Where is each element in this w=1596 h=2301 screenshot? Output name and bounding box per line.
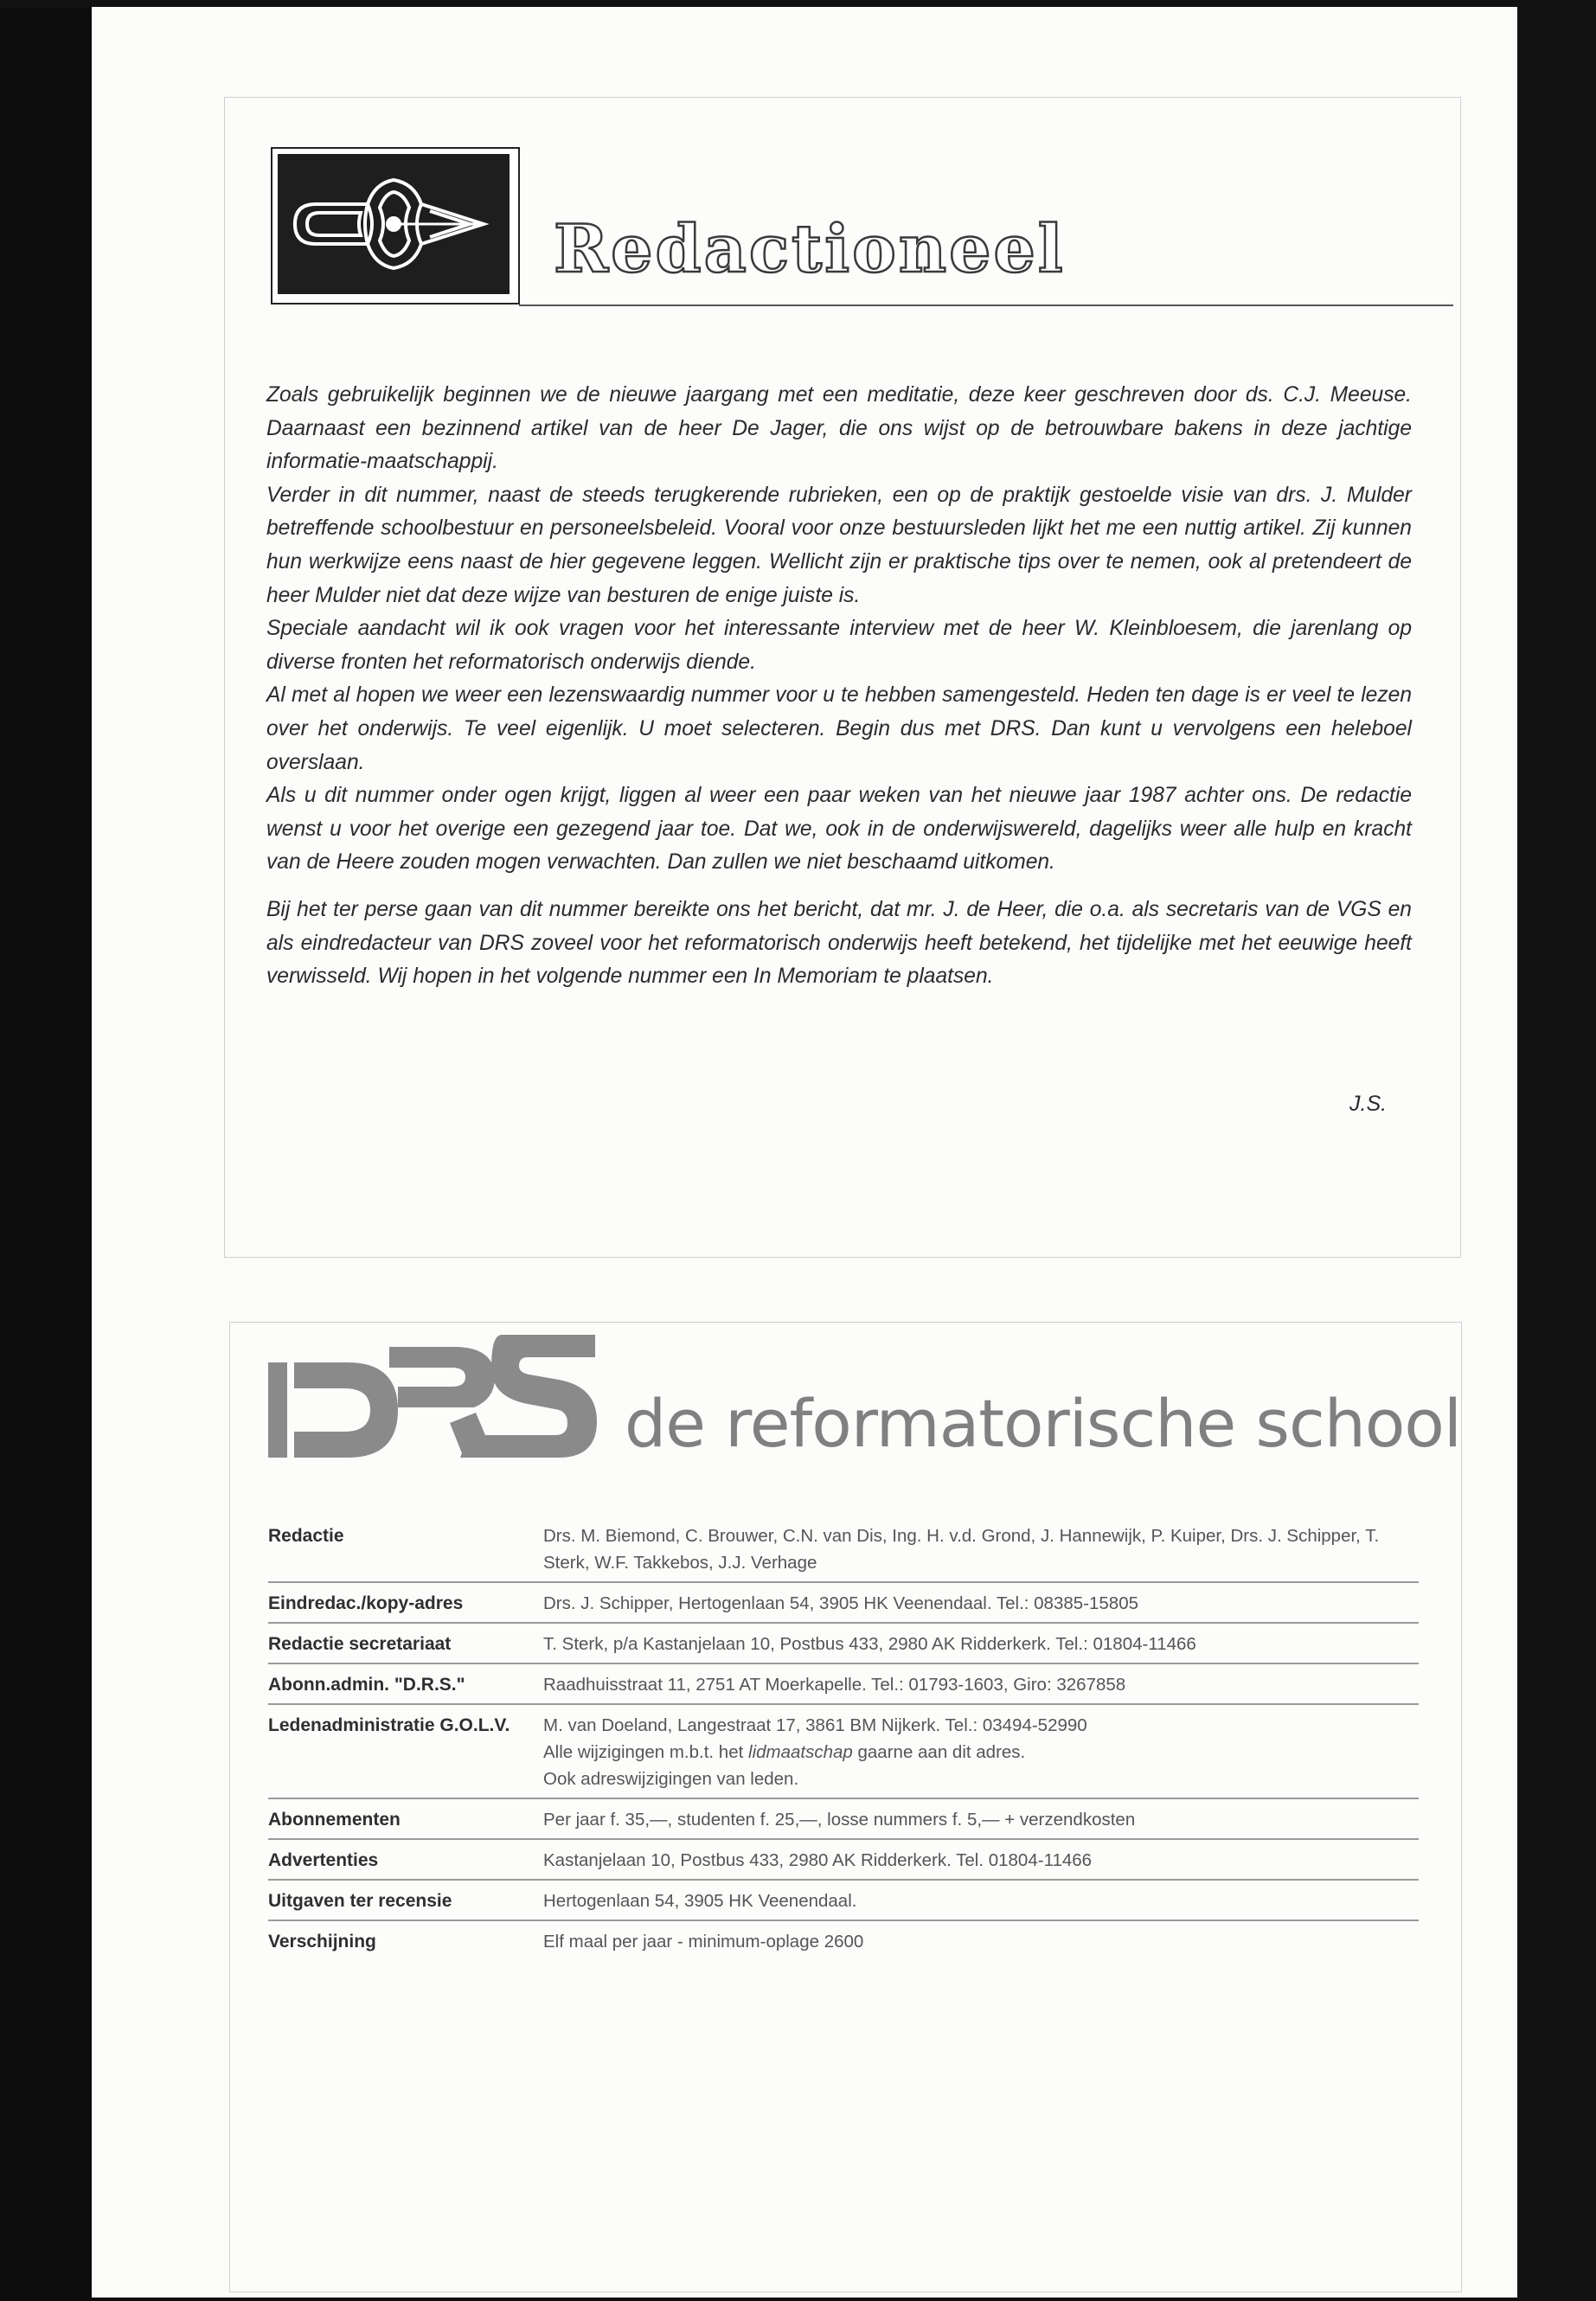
row-value-text: gaarne aan dit adres. — [852, 1742, 1026, 1762]
row-value: Kastanjelaan 10, Postbus 433, 2980 AK Ridderkerk. Tel. 01804-11466 — [543, 1850, 1093, 1870]
editorial-paragraph: Verder in dit nummer, naast de steeds terugkerende rubrieken, een op de praktijk gestoelde visie van drs. J. Mulder betreffende schoolbestuur en personeelsbeleid. Vooral voor onze bestuursleden lijkt het me een nuttig artikel. Zij kunnen hun werkwijze eens naast de hier gegevene leggen. Wellicht zijn er praktische tips over te nemen, ook al pretendeert de heer Mulder niet dat deze wijze van besturen de enige juiste is. — [266, 483, 1412, 607]
row-label: Redactie secretariaat — [268, 1634, 452, 1654]
row-label: Abonnementen — [268, 1810, 401, 1830]
table-row — [268, 1799, 1419, 1840]
row-value: Drs. M. Biemond, C. Brouwer, C.N. van Dis, Ing. H. v.d. Grond, J. Hannewijk, P. Kuiper, Drs. J. Schipper, T. Sterk, W.F. Takkebos, J.J. Verhage — [543, 1526, 1380, 1573]
row-value-line: Ook adreswijzigingen van leden. — [543, 1769, 799, 1789]
row-value: Per jaar f. 35,—, studenten f. 25,—, losse nummers f. 5,— + verzendkosten — [543, 1810, 1136, 1830]
editorial-paragraph: Als u dit nummer onder ogen krijgt, liggen al weer een paar weken van het nieuwe jaar 1987 achter ons. De redactie wenst u voor het overige een gezegend jaar toe. Dat we, ook in de onderwijswereld, dagelijks weer alle hulp en kracht van de Heere zouden mogen verwachten. Dan zullen we niet beschaamd uitkomen. — [266, 784, 1412, 875]
editorial-text — [266, 379, 1412, 994]
section-title: Redactioneel — [554, 210, 1066, 287]
drs-logo — [268, 1328, 597, 1466]
row-value: T. Sterk, p/a Kastanjelaan 10, Postbus 433, 2980 AK Ridderkerk. Tel.: 01804-11466 — [543, 1634, 1196, 1654]
row-value: Elf maal per jaar - minimum-oplage 2600 — [543, 1932, 864, 1952]
editorial-paragraph: Zoals gebruikelijk beginnen we de nieuwe jaargang met een meditatie, deze keer geschreven door ds. C.J. Meeuse. Daarnaast een bezinnend artikel van de heer De Jager, die ons wijst op de betrouwbare bakens in deze jachtige informatie-maatschappij. — [266, 383, 1412, 474]
table-row — [268, 1881, 1419, 1921]
masthead-tagline: de reformatorische school — [625, 1385, 1462, 1462]
table-row — [268, 1705, 1419, 1799]
editorial-signature: J.S. — [1349, 1092, 1388, 1116]
pen-nib-logo — [271, 147, 520, 304]
editorial-paragraph: Speciale aandacht wil ik ook vragen voor het interessante interview met de heer W. Kleinbloesem, die jarenlang op diverse fronten het reformatorisch onderwijs diende. — [266, 617, 1412, 674]
masthead-table — [268, 1516, 1419, 1960]
title-divider — [519, 304, 1453, 306]
row-label: Uitgaven ter recensie — [268, 1891, 452, 1911]
editorial-paragraph: Al met al hopen we weer een lezenswaardig nummer voor u te hebben samengesteld. Heden ten dage is er veel te lezen over het onderwijs. Te veel eigenlijk. U moet selecteren. Begin dus met DRS. Dan kunt u vervolgens een heleboel overslaan. — [266, 683, 1412, 774]
editorial-paragraph: Bij het ter perse gaan van dit nummer bereikte ons het bericht, dat mr. J. de Heer, die o.a. als secretaris van de VGS en als eindredacteur van DRS zoveel voor het reformatorisch onderwijs heeft betekend, het tijdelijke met het eeuwige heeft verwisseld. Wij hopen in het volgende nummer een In Memoriam te plaatsen. — [266, 897, 1412, 989]
scan-right-edge — [1517, 0, 1596, 2301]
table-row — [268, 1664, 1419, 1705]
row-label: Abonn.admin. "D.R.S." — [268, 1675, 465, 1695]
row-value-text: Alle wijzigingen m.b.t. het — [543, 1742, 749, 1762]
table-row — [268, 1583, 1419, 1624]
table-row — [268, 1921, 1419, 1960]
row-value-emphasis: lidmaatschap — [748, 1742, 853, 1762]
row-value: Raadhuisstraat 11, 2751 AT Moerkapelle. Tel.: 01793-1603, Giro: 3267858 — [543, 1675, 1126, 1695]
pen-nib-icon — [278, 154, 510, 294]
row-value — [543, 1705, 1419, 1798]
row-label: Eindredac./kopy-adres — [268, 1593, 464, 1613]
row-value-line: M. van Doeland, Langestraat 17, 3861 BM Nijkerk. Tel.: 03494-52990 — [543, 1715, 1087, 1735]
row-label: Verschijning — [268, 1932, 376, 1952]
row-value: Hertogenlaan 54, 3905 HK Veenendaal. — [543, 1891, 857, 1911]
row-label: Ledenadministratie G.O.L.V. — [268, 1715, 510, 1735]
row-label: Redactie — [268, 1526, 344, 1546]
table-row — [268, 1516, 1419, 1583]
row-label: Advertenties — [268, 1850, 379, 1870]
row-value-line — [543, 1739, 1419, 1766]
table-row — [268, 1624, 1419, 1664]
table-row — [268, 1840, 1419, 1881]
row-value: Drs. J. Schipper, Hertogenlaan 54, 3905 HK Veenendaal. Tel.: 08385-15805 — [543, 1593, 1138, 1613]
